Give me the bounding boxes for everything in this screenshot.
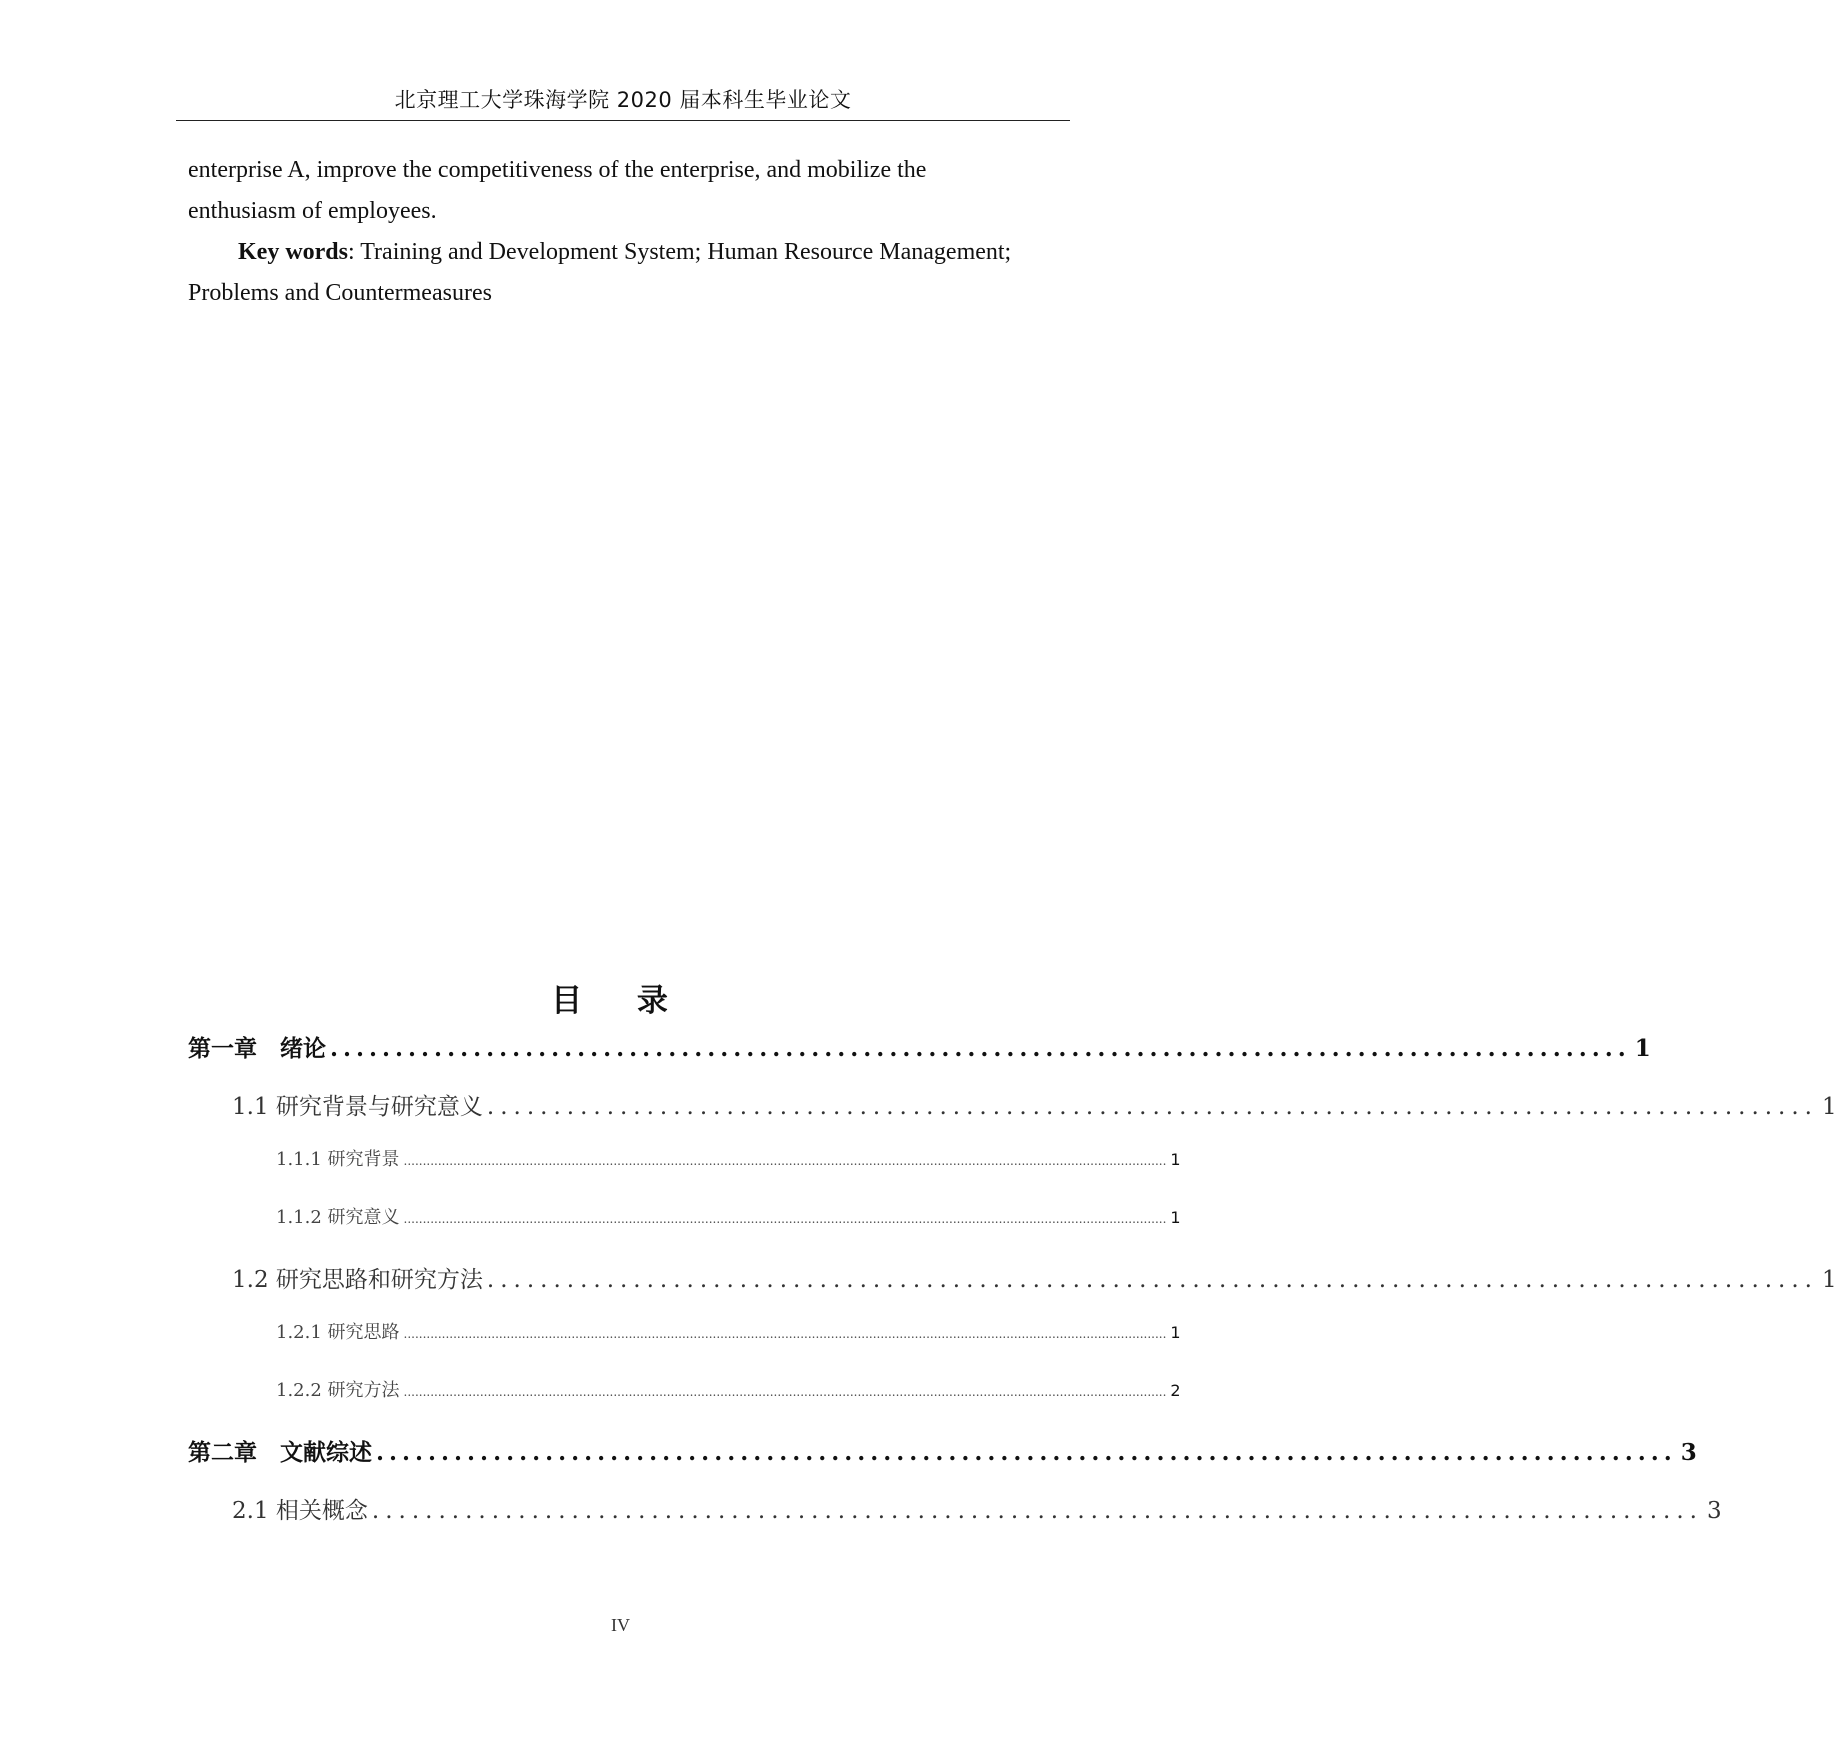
toc-leader-dots: .................................................................................................... (371, 1497, 1703, 1524)
toc-entry-section-1-1[interactable] (188, 1088, 1837, 1146)
toc-page-number: 3 (1680, 1438, 1697, 1466)
page-number: IV (611, 1615, 630, 1635)
toc-leader-dots: ........................................................................................................................................................................................................ (403, 1327, 1167, 1342)
toc-entry-label: 1.1.2 研究意义 (276, 1207, 400, 1229)
keywords-text: : Training and Development System; Human Resource Management; (348, 239, 1012, 265)
abstract-line: enterprise A, improve the competitiveness of the enterprise, and mobilize the (188, 157, 927, 183)
toc-entry-chapter-2[interactable] (188, 1434, 1697, 1492)
keywords-line (188, 232, 1068, 273)
keywords-label: Key words (238, 239, 348, 265)
header-rule (176, 120, 1070, 121)
toc-entry-section-1-2-2[interactable] (188, 1376, 1181, 1434)
toc-entry-label: 1.1 研究背景与研究意义 (232, 1093, 483, 1120)
toc-leader-dots: ........................................................................................................................................................................................................ (403, 1385, 1167, 1400)
toc-page-number: 1 (1822, 1266, 1837, 1293)
toc-entry-section-1-2-1[interactable] (188, 1318, 1181, 1376)
toc-leader-dots: ........................................................................................................................................................................................................ (403, 1154, 1167, 1169)
toc-page-number: 1 (1634, 1035, 1651, 1062)
toc-entry-section-1-1-2[interactable] (188, 1203, 1181, 1261)
abstract-line: enthusiasm of employees. (188, 198, 437, 224)
toc-page-number: 2 (1170, 1381, 1181, 1401)
toc-leader-dots: .................................................................................................... (486, 1266, 1818, 1293)
toc-page-number: 3 (1707, 1497, 1722, 1524)
toc-entry-label: 2.1 相关概念 (232, 1497, 368, 1524)
toc-entry-section-1-2[interactable] (188, 1261, 1837, 1319)
toc-leader-dots: ........................................................................................................................................................................................................ (403, 1212, 1167, 1227)
toc-entry-section-2-1[interactable] (188, 1492, 1722, 1550)
toc-page-number: 1 (1822, 1093, 1837, 1120)
toc-leader-dots: .................................................................................................... (376, 1438, 1677, 1466)
toc-entry-label: 第一章 绪论 (188, 1035, 326, 1062)
toc-page-number: 1 (1170, 1150, 1181, 1170)
toc-entry-chapter-1[interactable] (188, 1030, 1651, 1088)
toc-entry-label: 1.1.1 研究背景 (276, 1149, 400, 1171)
abstract-continuation (188, 150, 1068, 314)
toc-title: 目 录 (551, 983, 690, 1019)
toc-leader-dots: .................................................................................................... (330, 1035, 1631, 1062)
toc-page-number: 1 (1170, 1323, 1181, 1343)
running-header: 北京理工大学珠海学院 2020 届本科生毕业论文 (394, 88, 852, 112)
toc-entry-label: 1.2.2 研究方法 (276, 1380, 400, 1402)
toc-entry-label: 1.2 研究思路和研究方法 (232, 1266, 483, 1293)
toc-page-number: 1 (1170, 1208, 1181, 1228)
toc-leader-dots: .................................................................................................... (486, 1093, 1818, 1120)
toc-entry-section-1-1-1[interactable] (188, 1145, 1181, 1203)
keywords-line: Problems and Countermeasures (188, 280, 492, 306)
toc-entry-label: 第二章 文献综述 (188, 1438, 372, 1466)
toc-entry-label: 1.2.1 研究思路 (276, 1322, 400, 1344)
table-of-contents (188, 1030, 1837, 1549)
